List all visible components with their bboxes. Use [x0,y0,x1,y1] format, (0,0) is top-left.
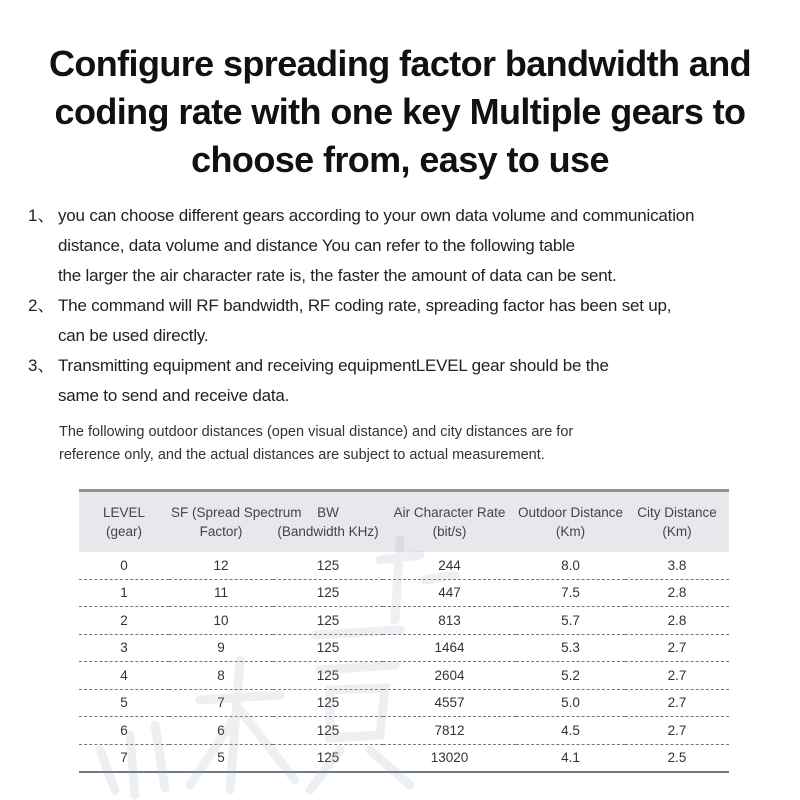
instruction-line: you can choose different gears according to your own data volume and communication [58,206,695,225]
instruction-line: can be used directly. [58,326,209,345]
column-header-text: BW [317,505,339,520]
column-header-bw [273,491,383,553]
cell-air-rate: 2604 [383,662,516,690]
cell-air-rate: 13020 [383,744,516,772]
cell-sf: 11 [169,579,273,607]
cell-air-rate: 244 [383,552,516,579]
cell-outdoor-distance: 5.3 [516,634,625,662]
cell-outdoor-distance: 4.1 [516,744,625,772]
instruction-item-3 [28,351,788,411]
cell-outdoor-distance: 4.5 [516,717,625,745]
column-header-text: (Km) [662,524,692,539]
cell-bw: 125 [273,689,383,717]
cell-bw: 125 [273,744,383,772]
disclaimer-line: reference only, and the actual distances are subject to actual measurement. [59,447,545,463]
headline-line-3: choose from, easy to use [191,139,609,180]
cell-outdoor-distance: 8.0 [516,552,625,579]
cell-air-rate: 4557 [383,689,516,717]
column-header-text: (bit/s) [432,524,467,539]
cell-city-distance: 2.7 [625,689,729,717]
table-header [79,491,729,553]
column-header-text: Air Character Rate [393,505,506,520]
instruction-line: Transmitting equipment and receiving equipmentLEVEL gear should be the [58,356,609,375]
cell-city-distance: 2.8 [625,579,729,607]
cell-bw: 125 [273,552,383,579]
cell-sf: 8 [169,662,273,690]
column-header-level [79,491,169,553]
column-header-text: SF (Spread Spectrum [171,505,302,520]
instruction-line: the larger the air character rate is, the faster the amount of data can be sent. [58,266,617,285]
cell-city-distance: 2.5 [625,744,729,772]
instruction-number: 2、 [28,296,55,315]
column-header-text: (gear) [105,524,142,539]
instruction-line: distance, data volume and distance You can refer to the following table [58,236,575,255]
cell-level: 6 [79,717,169,745]
column-header-text: Outdoor Distance [518,505,624,520]
cell-sf: 6 [169,717,273,745]
cell-air-rate: 447 [383,579,516,607]
instruction-number: 1、 [28,206,55,225]
cell-city-distance: 2.7 [625,717,729,745]
cell-city-distance: 3.8 [625,552,729,579]
cell-level: 1 [79,579,169,607]
column-header-city-distance [625,491,729,553]
cell-level: 5 [79,689,169,717]
disclaimer-line: The following outdoor distances (open visual distance) and city distances are for [59,424,574,440]
cell-bw: 125 [273,607,383,635]
column-header-sf [169,491,302,553]
table-row [79,662,729,690]
instruction-line: The command will RF bandwidth, RF coding rate, spreading factor has been set up, [58,296,672,315]
table-body [79,552,729,772]
distance-disclaimer [59,421,759,467]
gear-table [79,489,729,773]
cell-air-rate: 7812 [383,717,516,745]
page-headline [20,40,780,184]
column-header-text: Factor) [199,524,243,539]
instruction-number: 3、 [28,356,55,375]
cell-level: 7 [79,744,169,772]
cell-sf: 7 [169,689,273,717]
cell-city-distance: 2.7 [625,634,729,662]
cell-bw: 125 [273,579,383,607]
cell-sf: 10 [169,607,273,635]
headline-line-1: Configure spreading factor bandwidth and [48,43,751,84]
cell-level: 0 [79,552,169,579]
cell-outdoor-distance: 5.2 [516,662,625,690]
table-row [79,579,729,607]
cell-level: 2 [79,607,169,635]
cell-bw: 125 [273,634,383,662]
cell-level: 3 [79,634,169,662]
cell-city-distance: 2.8 [625,607,729,635]
cell-sf: 9 [169,634,273,662]
cell-sf: 5 [169,744,273,772]
instruction-item-2 [28,291,788,351]
column-header-text: (Km) [555,524,586,539]
table-header-row [79,491,729,553]
column-header-text: City Distance [637,505,717,520]
cell-outdoor-distance: 7.5 [516,579,625,607]
cell-outdoor-distance: 5.7 [516,607,625,635]
table-row [79,744,729,772]
cell-bw: 125 [273,662,383,690]
gear-table-container [79,489,729,773]
cell-outdoor-distance: 5.0 [516,689,625,717]
table-row [79,552,729,579]
cell-air-rate: 1464 [383,634,516,662]
table-row [79,689,729,717]
headline-line-2: coding rate with one key Multiple gears to [54,91,746,132]
cell-level: 4 [79,662,169,690]
cell-city-distance: 2.7 [625,662,729,690]
table-row [79,607,729,635]
cell-bw: 125 [273,717,383,745]
cell-air-rate: 813 [383,607,516,635]
cell-sf: 12 [169,552,273,579]
column-header-text: LEVEL [102,505,146,520]
instruction-item-1 [28,201,788,291]
column-header-air-rate [383,491,516,553]
table-row [79,717,729,745]
column-header-text: (Bandwidth KHz) [277,524,379,539]
instruction-list [28,201,788,411]
table-row [79,634,729,662]
column-header-outdoor-distance [516,491,625,553]
instruction-line: same to send and receive data. [58,386,290,405]
